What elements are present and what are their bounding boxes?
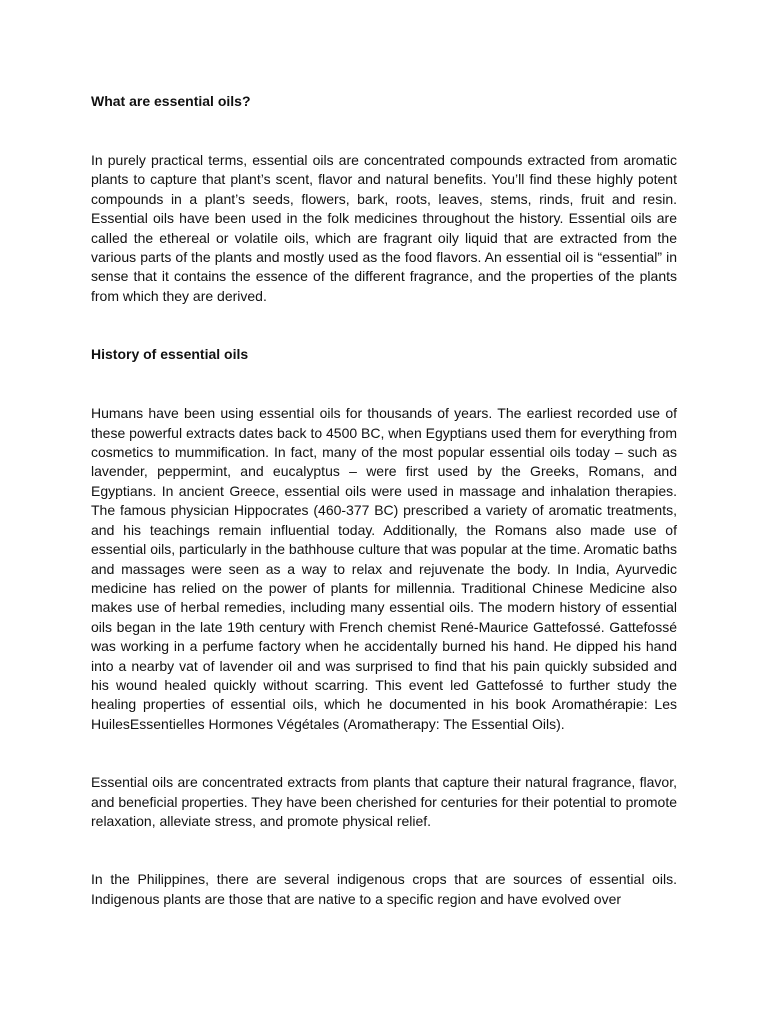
spacer (91, 364, 677, 404)
paragraph-philippines: In the Philippines, there are several indigenous crops that are sources of essential oils. Indigenous plants are those that are native to a specific region and have evolved over (91, 871, 677, 907)
spacer (91, 734, 677, 773)
spacer (91, 306, 677, 345)
paragraph-summary: Essential oils are concentrated extracts from plants that capture their natural fragrance, flavor, and beneficial properties. They have been cherished for centuries for their potential to promote relaxation, alleviate stress, and promote physical relief. (91, 774, 677, 829)
paragraph-definition: In purely practical terms, essential oils are concentrated compounds extracted from aromatic plants to capture that plant’s scent, flavor and natural benefits. You’ll find these highly potent compounds in a plant’s seeds, flowers, bark, roots, leaves, stems, rinds, fruit and resin. Essential oils have been used in the folk medicines throughout the history. Essential oils are called the ethereal or volatile oils, which are fragrant oily liquid that are extracted from the various parts of the plants and mostly used as the food flavors. An essential oil is “essential” in sense that it contains the essence of the different fragrance, and the properties of the plants from which they are derived. (91, 152, 677, 304)
spacer (91, 831, 677, 870)
document-body (91, 92, 677, 909)
paragraph-history: Humans have been using essential oils for thousands of years. The earliest recorded use of these powerful extracts dates back to 4500 BC, when Egyptians used them for everything from cosmetics to mummification. In fact, many of the most popular essential oils today – such as lavender, peppermint, and eucalyptus – were first used by the Greeks, Romans, and Egyptians. In ancient Greece, essential oils were used in massage and inhalation therapies. The famous physician Hippocrates (460-377 BC) prescribed a variety of aromatic treatments, and his teachings remain influential today. Additionally, the Romans also made use of essential oils, particularly in the bathhouse culture that was popular at the time. Aromatic baths and massages were seen as a way to relax and rejuvenate the body. In India, Ayurvedic medicine has relied on the power of plants for millennia. Traditional Chinese Medicine also makes use of herbal remedies, including many essential oils. The modern history of essential oils began in the late 19th century with French chemist René-Maurice Gattefossé. Gattefossé was working in a perfume factory when he accidentally burned his hand. He dipped his hand into a nearby vat of lavender oil and was surprised to find that his pain quickly subsided and his wound healed quickly without scarring. This event led Gattefossé to further study the healing properties of essential oils, which he documented in his book Aromathérapie: Les HuilesEssentielles Hormones Végétales (Aromatherapy: The Essential Oils). (91, 405, 677, 732)
section-heading-history: History of essential oils (91, 346, 249, 363)
spacer (91, 111, 677, 151)
section-heading-what-are-essential-oils: What are essential oils? (91, 93, 251, 109)
